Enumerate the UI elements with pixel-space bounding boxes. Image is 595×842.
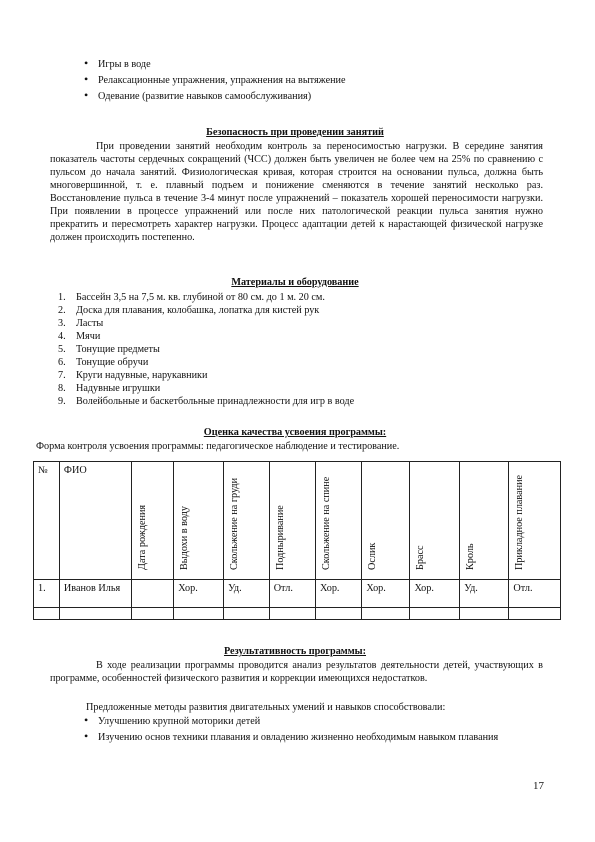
table-cell: 1. xyxy=(34,580,60,608)
list-number: 5. xyxy=(58,344,66,355)
list-item xyxy=(50,317,540,330)
table-cell: Хор. xyxy=(316,580,362,608)
list-item: • Изучению основ техники плавания и овладению жизненно необходимым навыком плавания xyxy=(80,731,543,744)
safety-paragraph: При проведении занятий необходим контроль за переносимостью нагрузки. В середине занятия показатель частоты сердечных сокращений (ЧСС) должен быть увеличен не более чем на 25% по сравнению с пульсом до начала занятий. Физиологическая кривая, которая строится на основании пульса, должна быть многовершинной, т. е. плавный подъем и понижение сменяются в течение занятий несколько раз. Восстановление пульса в течение 3-4 минут после упражнений – показатель хорошей переносимости нагрузки. При появлении в процессе упражнений или после них патологической реакции пульса занятия нужно прекратить и пересмотреть характер нагрузки. Процесс адаптации детей к нарастающей физической нагрузке должен происходить постепенно. xyxy=(50,141,543,243)
list-item xyxy=(50,304,540,317)
table-cell: Уд. xyxy=(224,580,270,608)
table-header-cell: Скольжение на груди xyxy=(224,462,270,580)
results-bullet-list xyxy=(80,715,543,744)
list-text: Мячи xyxy=(76,331,101,342)
table-cell: Хор. xyxy=(362,580,410,608)
table-cell xyxy=(59,608,131,620)
table-header-cell: ФИО xyxy=(59,462,131,580)
results-paragraph: В ходе реализации программы проводится анализ результатов деятельности детей, участвующих в программе, особенностей физического развития и коррекции имеющихся недостатков. xyxy=(50,660,543,684)
list-item xyxy=(50,395,540,408)
results-paragraph-methods: Предложенные методы развития двигательных умений и навыков способствовали: xyxy=(86,702,446,713)
table-cell xyxy=(410,608,460,620)
table-row xyxy=(34,608,561,620)
list-item: • Игры в воде xyxy=(80,58,540,71)
materials-list xyxy=(50,291,540,408)
top-bullet-list xyxy=(80,58,540,103)
list-number: 1. xyxy=(58,292,66,303)
table-cell: Уд. xyxy=(460,580,509,608)
assessment-subtitle: Форма контроля усвоения программы: педагогическое наблюдение и тестирование. xyxy=(36,441,400,452)
list-item: • Одевание (развитие навыков самообслуживания) xyxy=(80,90,540,103)
table-header-cell: Кроль xyxy=(460,462,509,580)
list-number: 3. xyxy=(58,318,66,329)
list-item xyxy=(50,382,540,395)
page-number: 17 xyxy=(533,780,544,792)
table-cell xyxy=(132,608,174,620)
table-cell xyxy=(34,608,60,620)
list-text: Бассейн 3,5 на 7,5 м. кв. глубиной от 80 см. до 1 м. 20 см. xyxy=(76,292,325,303)
table-cell xyxy=(269,608,315,620)
table-header-cell: Дата рождения xyxy=(132,462,174,580)
table-cell: Отл. xyxy=(269,580,315,608)
list-number: 7. xyxy=(58,370,66,381)
table-header-cell: Ослик xyxy=(362,462,410,580)
table-header-cell: Прикладное плавание xyxy=(509,462,561,580)
table-cell: Отл. xyxy=(509,580,561,608)
list-text: Ласты xyxy=(76,318,104,329)
table-cell xyxy=(509,608,561,620)
table-cell xyxy=(316,608,362,620)
table-header-row xyxy=(34,462,561,580)
table-cell xyxy=(132,580,174,608)
table-cell xyxy=(224,608,270,620)
table-header-cell: Выдохи в воду xyxy=(174,462,224,580)
list-text: Тонущие предметы xyxy=(76,344,160,355)
list-item xyxy=(50,343,540,356)
list-item: • Улучшению крупной моторики детей xyxy=(80,715,543,728)
list-text: Круги надувные, нарукавники xyxy=(76,370,208,381)
list-item xyxy=(50,369,540,382)
list-text: Волейбольные и баскетбольные принадлежности для игр в воде xyxy=(76,396,355,407)
assessment-heading: Оценка качества усвоения программы: xyxy=(203,427,387,438)
table-cell: Хор. xyxy=(174,580,224,608)
table-header-cell: Брасс xyxy=(410,462,460,580)
table-cell xyxy=(174,608,224,620)
assessment-table xyxy=(33,461,561,620)
list-item xyxy=(50,356,540,369)
list-number: 2. xyxy=(58,305,66,316)
list-text: Доска для плавания, колобашка, лопатка для кистей рук xyxy=(76,305,320,316)
safety-heading: Безопасность при проведении занятий xyxy=(206,127,384,138)
list-number: 8. xyxy=(58,383,66,394)
table-cell: Хор. xyxy=(410,580,460,608)
list-text: Тонущие обручи xyxy=(76,357,149,368)
table-header-cell: Скольжение на спине xyxy=(316,462,362,580)
table-row xyxy=(34,580,561,608)
list-number: 9. xyxy=(58,396,66,407)
list-item xyxy=(50,330,540,343)
materials-heading: Материалы и оборудование xyxy=(231,277,359,288)
table-header-cell: Подныривание xyxy=(269,462,315,580)
table-cell xyxy=(460,608,509,620)
table-header-cell: № xyxy=(34,462,60,580)
table-cell: Иванов Илья xyxy=(59,580,131,608)
list-number: 6. xyxy=(58,357,66,368)
list-number: 4. xyxy=(58,331,66,342)
list-text: Надувные игрушки xyxy=(76,383,161,394)
results-heading: Результативность программы: xyxy=(223,646,367,657)
table-cell xyxy=(362,608,410,620)
list-item: • Релаксационные упражнения, упражнения на вытяжение xyxy=(80,74,540,87)
list-item xyxy=(50,291,540,304)
